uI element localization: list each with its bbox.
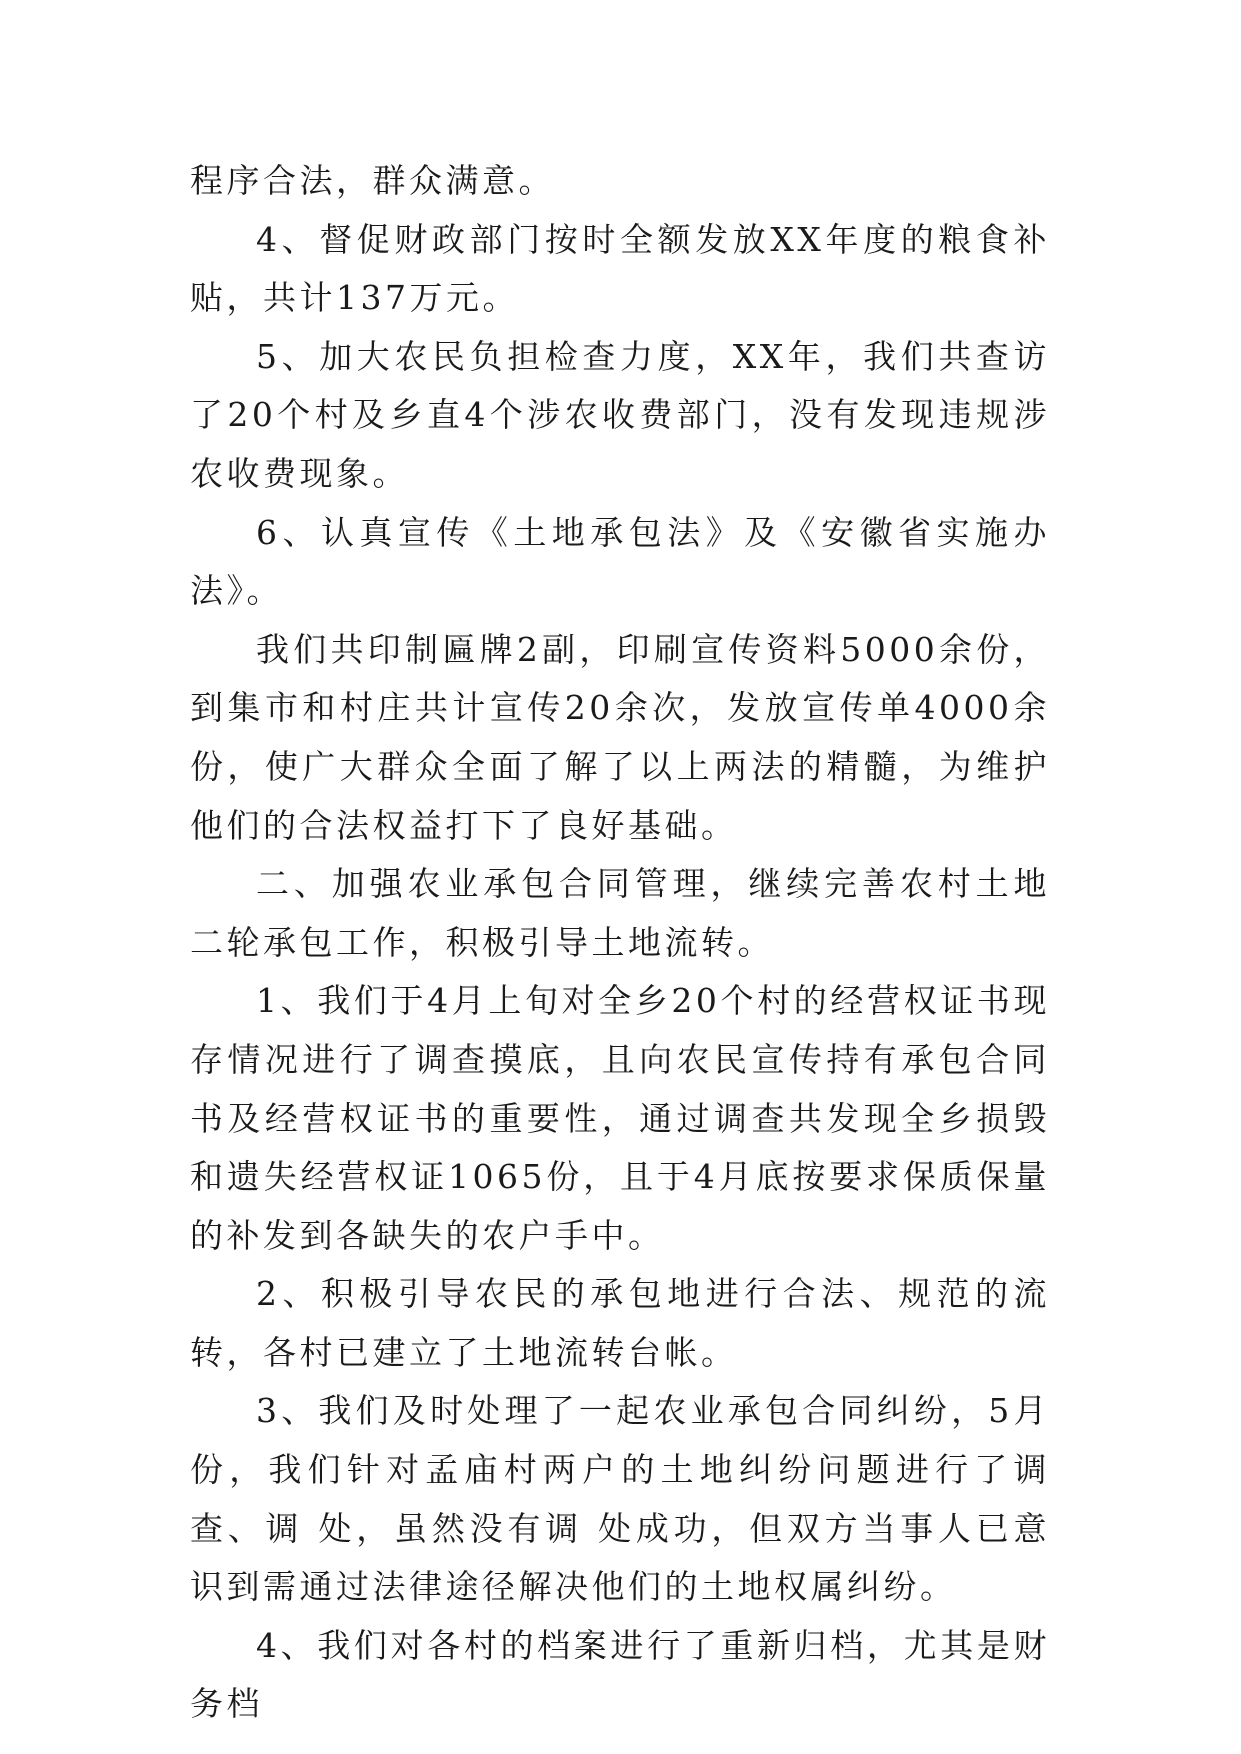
section-heading: 二、加强农业承包合同管理，继续完善农村土地二轮承包工作，积极引导土地流转。 <box>190 864 1050 962</box>
paragraph: 程序合法，群众满意。 <box>190 161 555 200</box>
paragraph: 5、加大农民负担检查力度，XX年，我们共查访了20个村及乡直4个涉农收费部门，没有发现违规涉农收费现象。 <box>190 336 1050 493</box>
paragraph: 6、认真宣传《土地承包法》及《安徽省实施办法》。 <box>190 512 1050 611</box>
paragraph: 3、我们及时处理了一起农业承包合同纠纷，5月份，我们针对孟庙村两户的土地纠纷问题进行了调查、调 处，虽然没有调 处成功，但双方当事人已意识到需通过法律途径解决他们的土地权属纠纷。 <box>190 1391 1050 1607</box>
paragraph: 我们共印制匾牌2副，印刷宣传资料5000余份，到集市和村庄共计宣传20余次，发放宣传单4000余份，使广大群众全面了解了以上两法的精髓，为维护他们的合法权益打下了良好基础。 <box>190 629 1050 845</box>
paragraph: 1、我们于4月上旬对全乡20个村的经营权证书现存情况进行了调查摸底，且向农民宣传持有承包合同书及经营权证书的重要性，通过调查共发现全乡损毁和遗失经营权证1065份，且于4月底按要求保质保量的补发到各缺失的农户手中。 <box>190 981 1050 1255</box>
document-body <box>190 152 1050 1734</box>
paragraph: 4、我们对各村的档案进行了重新归档，尤其是财务档 <box>190 1625 1050 1724</box>
paragraph: 2、积极引导农民的承包地进行合法、规范的流转，各村已建立了土地流转台帐。 <box>190 1274 1050 1372</box>
paragraph: 4、督促财政部门按时全额发放XX年度的粮食补贴，共计137万元。 <box>190 219 1050 318</box>
